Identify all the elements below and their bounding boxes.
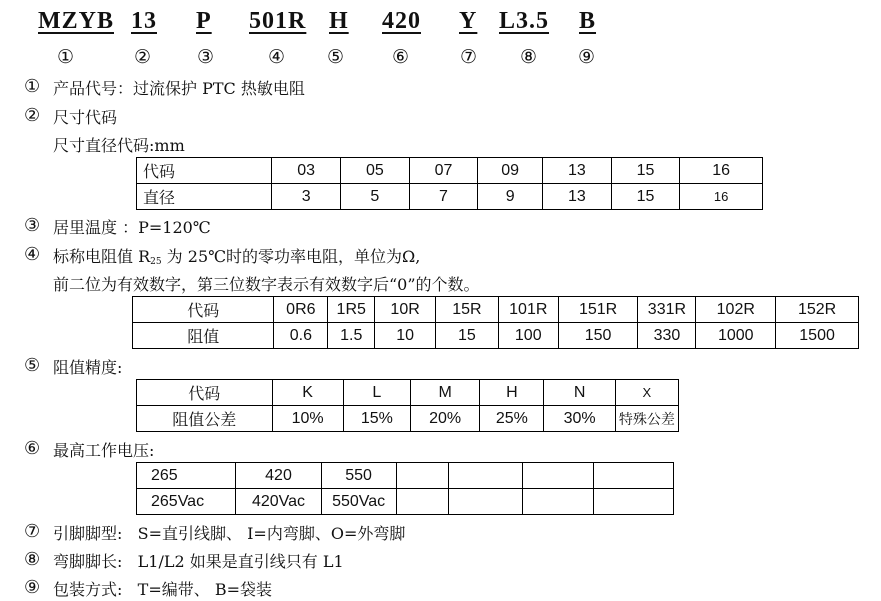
table-cell: 100 <box>498 323 558 349</box>
table-cell: 7 <box>409 184 478 210</box>
item-text: 弯脚脚长: L1/L2 如果是直引线只有 L1 <box>53 552 344 571</box>
table-cell: 265Vac <box>137 489 236 515</box>
table-cell: 15 <box>611 158 680 184</box>
table-cell: 151R <box>558 297 638 323</box>
index-6: ⑥ <box>392 46 410 68</box>
table-cell: 03 <box>272 158 341 184</box>
table-cell: L <box>343 380 410 406</box>
index-1: ① <box>57 46 75 68</box>
code-resistance: 501R <box>249 8 307 34</box>
item-number: ④ <box>24 244 41 265</box>
item-number: ⑦ <box>24 521 41 542</box>
table-row <box>133 323 859 349</box>
item-text: 标称电阻值 $R_{25}$ 为 25℃时的零功率电阻，单位为Ω, <box>53 247 421 267</box>
index-4: ④ <box>268 46 286 68</box>
part-number-indices <box>0 46 881 70</box>
table-cell: 10% <box>272 406 343 432</box>
table-cell: 16 <box>680 184 763 210</box>
table-row <box>137 380 679 406</box>
code-series: MZYB <box>38 8 114 34</box>
table-cell: 15 <box>611 184 680 210</box>
table-row <box>137 463 674 489</box>
table-cell: 15 <box>436 323 499 349</box>
code-package: B <box>579 8 597 34</box>
index-8: ⑧ <box>520 46 538 68</box>
table-cell: 1.5 <box>328 323 375 349</box>
item-text: 引脚脚型: S=直引线脚、 I=内弯脚、O=外弯脚 <box>53 524 406 543</box>
item-subtext: 尺寸直径代码:mm <box>53 136 185 155</box>
table-cell: 420Vac <box>236 489 321 515</box>
code-size: 13 <box>131 8 157 34</box>
table-cell: 16 <box>680 158 763 184</box>
item-text: 产品代号：过流保护 PTC 热敏电阻 <box>53 79 305 98</box>
table-cell: 150 <box>558 323 638 349</box>
index-9: ⑨ <box>578 46 596 68</box>
table-cell: 20% <box>410 406 479 432</box>
table-cell: 10 <box>375 323 436 349</box>
table-cell: H <box>480 380 544 406</box>
code-lead-type: Y <box>459 8 478 34</box>
code-lead-length: L3.5 <box>499 8 550 34</box>
table-cell <box>448 463 522 489</box>
table-row <box>137 158 763 184</box>
table-cell: 代码 <box>137 380 273 406</box>
table-cell: 15R <box>436 297 499 323</box>
item-text: 居里温度 ：P=120℃ <box>53 218 211 237</box>
table-cell: 331R <box>638 297 696 323</box>
table-cell: 330 <box>638 323 696 349</box>
table-cell: 直径 <box>137 184 272 210</box>
table-cell: N <box>544 380 615 406</box>
table-cell: 1000 <box>696 323 776 349</box>
table-cell: 13 <box>543 184 612 210</box>
table-cell <box>396 463 448 489</box>
table-cell <box>448 489 522 515</box>
table-cell: 152R <box>776 297 859 323</box>
item-text: 阻值精度: <box>53 358 123 377</box>
item-number: ① <box>24 76 41 97</box>
index-7: ⑦ <box>460 46 478 68</box>
table-cell: 1R5 <box>328 297 375 323</box>
table-cell: 102R <box>696 297 776 323</box>
table-row <box>133 297 859 323</box>
item-number: ⑧ <box>24 549 41 570</box>
item-number: ③ <box>24 215 41 236</box>
item-number: ⑥ <box>24 438 41 459</box>
table-cell: 420 <box>236 463 321 489</box>
table-row <box>137 406 679 432</box>
table-cell: 0R6 <box>274 297 328 323</box>
tolerance-table <box>136 379 679 432</box>
item-number: ⑨ <box>24 577 41 598</box>
item-subtext: 前二位为有效数字，第三位数字表示有效数字后“0”的个数。 <box>53 275 480 294</box>
table-cell: 07 <box>409 158 478 184</box>
table-cell: 05 <box>341 158 410 184</box>
table-row <box>137 184 763 210</box>
table-cell: 09 <box>478 158 543 184</box>
code-voltage: 420 <box>382 8 421 34</box>
table-cell <box>594 489 674 515</box>
item-number: ② <box>24 105 41 126</box>
table-cell: 1500 <box>776 323 859 349</box>
table-cell <box>594 463 674 489</box>
table-cell <box>522 463 593 489</box>
table-cell: 特殊公差 <box>615 406 678 432</box>
voltage-table <box>136 462 674 515</box>
item-text: 包装方式: T=编带、 B=袋装 <box>53 580 272 599</box>
table-cell: 25% <box>480 406 544 432</box>
index-5: ⑤ <box>327 46 345 68</box>
table-cell: 10R <box>375 297 436 323</box>
table-cell: M <box>410 380 479 406</box>
item-text: 尺寸代码 <box>53 108 118 127</box>
table-cell: 9 <box>478 184 543 210</box>
table-cell: 30% <box>544 406 615 432</box>
table-cell: 550 <box>321 463 396 489</box>
table-cell <box>522 489 593 515</box>
table-cell: 代码 <box>133 297 274 323</box>
table-cell: 代码 <box>137 158 272 184</box>
resistance-table <box>132 296 859 349</box>
table-cell: 3 <box>272 184 341 210</box>
index-3: ③ <box>197 46 215 68</box>
table-cell: 101R <box>498 297 558 323</box>
table-cell: 550Vac <box>321 489 396 515</box>
size-table <box>136 157 763 210</box>
table-cell: K <box>272 380 343 406</box>
table-cell: 阻值公差 <box>137 406 273 432</box>
index-2: ② <box>134 46 152 68</box>
code-tolerance: H <box>329 8 349 34</box>
item-text: 最高工作电压: <box>53 441 155 460</box>
code-curie: P <box>196 8 212 34</box>
table-cell <box>396 489 448 515</box>
table-cell: 0.6 <box>274 323 328 349</box>
table-cell: 15% <box>343 406 410 432</box>
table-cell: 265 <box>137 463 236 489</box>
part-number-codes <box>0 8 881 38</box>
item-number: ⑤ <box>24 355 41 376</box>
table-cell: 13 <box>543 158 612 184</box>
table-row <box>137 489 674 515</box>
table-cell: 阻值 <box>133 323 274 349</box>
table-cell: 5 <box>341 184 410 210</box>
table-cell: X <box>615 380 678 406</box>
